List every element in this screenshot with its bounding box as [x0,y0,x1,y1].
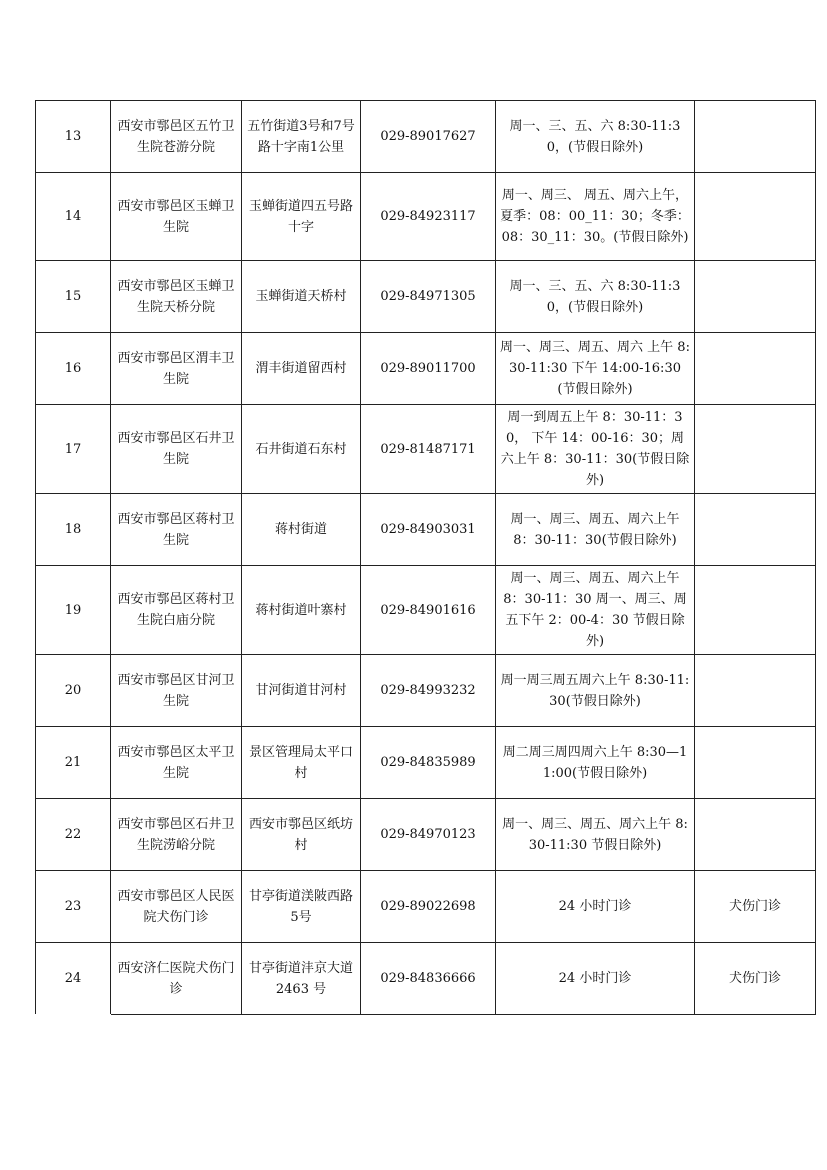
institution-name-cell: 西安市鄠邑区石井卫生院 [111,405,242,494]
address-cell: 景区管理局太平口村 [242,727,361,799]
phone-number-cell: 029-84970123 [361,799,496,871]
row-number-cell: 21 [36,727,111,799]
institution-name-cell: 西安市鄠邑区五竹卫生院苍游分院 [111,101,242,173]
phone-number-cell: 029-81487171 [361,405,496,494]
table-row [36,173,816,261]
service-hours-cell: 周一、周三、周五、周六上午 8：30-11：30(节假日除外) [496,494,695,566]
table-row [36,655,816,727]
table-row [36,871,816,943]
address-cell: 蒋村街道叶寨村 [242,566,361,655]
institution-name-cell: 西安市鄠邑区蒋村卫生院白庙分院 [111,566,242,655]
service-hours-cell: 周一到周五上午 8：30-11：30， 下午 14：00-16：30；周六上午 8：30-11：30(节假日除外) [496,405,695,494]
address-cell: 五竹街道3号和7号路十字南1公里 [242,101,361,173]
address-cell: 甘亭街道渼陂西路5号 [242,871,361,943]
remark-cell [695,405,816,494]
institution-name-cell: 西安市鄠邑区甘河卫生院 [111,655,242,727]
service-hours-cell: 周一、周三、周五、周六上午 8：30-11：30 周一、周三、周五下午 2：00-4：30 节假日除外) [496,566,695,655]
phone-number-cell: 029-89011700 [361,333,496,405]
remark-cell [695,261,816,333]
remark-cell [695,799,816,871]
row-number-cell: 17 [36,405,111,494]
row-number-cell: 15 [36,261,111,333]
row-number-cell: 18 [36,494,111,566]
remark-cell [695,173,816,261]
remark-cell: 犬伤门诊 [695,943,816,1015]
address-cell: 渭丰街道留西村 [242,333,361,405]
row-number-cell: 16 [36,333,111,405]
address-cell: 玉蝉街道天桥村 [242,261,361,333]
table-row [36,333,816,405]
address-cell: 甘河街道甘河村 [242,655,361,727]
address-cell: 玉蝉街道四五号路十字 [242,173,361,261]
remark-cell [695,101,816,173]
remark-cell [695,727,816,799]
institution-name-cell: 西安市鄠邑区渭丰卫生院 [111,333,242,405]
phone-number-cell: 029-89022698 [361,871,496,943]
phone-number-cell: 029-84836666 [361,943,496,1015]
phone-number-cell: 029-84835989 [361,727,496,799]
table-row [36,494,816,566]
table-row [36,799,816,871]
row-number-cell: 22 [36,799,111,871]
remark-cell [695,494,816,566]
remark-cell: 犬伤门诊 [695,871,816,943]
table-row [36,405,816,494]
phone-number-cell: 029-84993232 [361,655,496,727]
service-hours-cell: 周一、周三、周五、周六上午 8:30-11:30 节假日除外) [496,799,695,871]
table-row [36,101,816,173]
service-hours-cell: 周一、三、五、六 8:30-11:30，(节假日除外) [496,261,695,333]
address-cell: 石井街道石东村 [242,405,361,494]
remark-cell [695,333,816,405]
phone-number-cell: 029-84901616 [361,566,496,655]
clinic-table [35,100,816,1015]
service-hours-cell: 周一、周三、 周五、周六上午，夏季：08：00_11：30；冬季：08：30_11：30。(节假日除外) [496,173,695,261]
institution-name-cell: 西安市鄠邑区石井卫生院涝峪分院 [111,799,242,871]
row-number-cell: 13 [36,101,111,173]
phone-number-cell: 029-84923117 [361,173,496,261]
institution-name-cell: 西安市鄠邑区蒋村卫生院 [111,494,242,566]
table-row [36,727,816,799]
service-hours-cell: 24 小时门诊 [496,871,695,943]
service-hours-cell: 24 小时门诊 [496,943,695,1015]
row-number-cell: 23 [36,871,111,943]
remark-cell [695,655,816,727]
institution-name-cell: 西安市鄠邑区太平卫生院 [111,727,242,799]
institution-name-cell: 西安市鄠邑区人民医院犬伤门诊 [111,871,242,943]
institution-name-cell: 西安济仁医院犬伤门诊 [111,943,242,1015]
phone-number-cell: 029-84903031 [361,494,496,566]
row-number-cell: 24 [36,943,111,1015]
service-hours-cell: 周一、周三、周五、周六 上午 8:30-11:30 下午 14:00-16:30(节假日除外) [496,333,695,405]
remark-cell [695,566,816,655]
address-cell: 蒋村街道 [242,494,361,566]
service-hours-cell: 周二周三周四周六上午 8:30—11:00(节假日除外) [496,727,695,799]
address-cell: 甘亭街道沣京大道 2463 号 [242,943,361,1015]
institution-name-cell: 西安市鄠邑区玉蝉卫生院天桥分院 [111,261,242,333]
table-row [36,943,816,1015]
service-hours-cell: 周一周三周五周六上午 8:30-11:30(节假日除外) [496,655,695,727]
clinic-table-body [36,101,816,1015]
phone-number-cell: 029-84971305 [361,261,496,333]
row-number-cell: 19 [36,566,111,655]
address-cell: 西安市鄠邑区纸坊村 [242,799,361,871]
row-number-cell: 14 [36,173,111,261]
table-row [36,566,816,655]
service-hours-cell: 周一、三、五、六 8:30-11:30，(节假日除外) [496,101,695,173]
institution-name-cell: 西安市鄠邑区玉蝉卫生院 [111,173,242,261]
phone-number-cell: 029-89017627 [361,101,496,173]
table-row [36,261,816,333]
row-number-cell: 20 [36,655,111,727]
